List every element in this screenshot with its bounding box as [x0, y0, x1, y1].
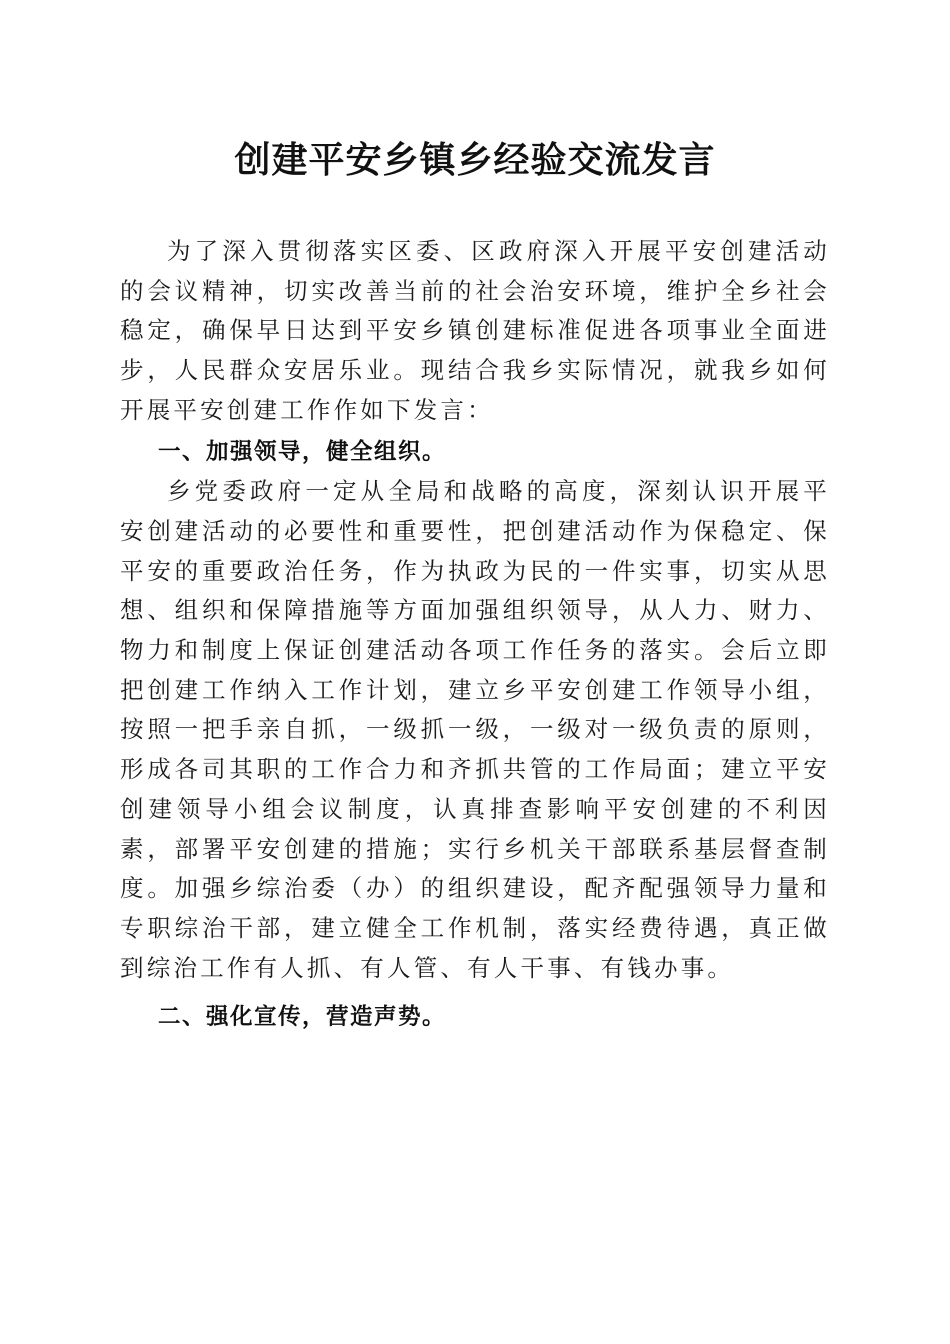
intro-paragraph: 为了深入贯彻落实区委、区政府深入开展平安创建活动的会议精神，切实改善当前的社会治安环境，维护全乡社会稳定，确保早日达到平安乡镇创建标准促进各项事业全面进步，人民群众安居乐业。现结合我乡实际情况，就我乡如何开展平安创建工作作如下发言：	[120, 237, 830, 424]
section-2-heading: 二、强化宣传，营造声势。	[158, 1004, 447, 1031]
document-title: 创建平安乡镇乡经验交流发言	[234, 139, 716, 181]
section-1-heading: 一、加强领导，健全组织。	[158, 438, 447, 465]
section-1-paragraph: 乡党委政府一定从全局和战略的高度，深刻认识开展平安创建活动的必要性和重要性，把创建活动作为保稳定、保平安的重要政治任务，作为执政为民的一件实事，切实从思想、组织和保障措施等方面加强组织领导，从人力、财力、物力和制度上保证创建活动各项工作任务的落实。会后立即把创建工作纳入工作计划，建立乡平安创建工作领导小组，按照一把手亲自抓，一级抓一级，一级对一级负责的原则，形成各司其职的工作合力和齐抓共管的工作局面；建立平安创建领导小组会议制度，认真排查影响平安创建的不利因素，部署平安创建的措施；实行乡机关干部联系基层督查制度。加强乡综治委（办）的组织建设，配齐配强领导力量和专职综治干部，建立健全工作机制，落实经费待遇，真正做到综治工作有人抓、有人管、有人干事、有钱办事。	[120, 477, 830, 982]
document-body	[120, 232, 830, 1038]
